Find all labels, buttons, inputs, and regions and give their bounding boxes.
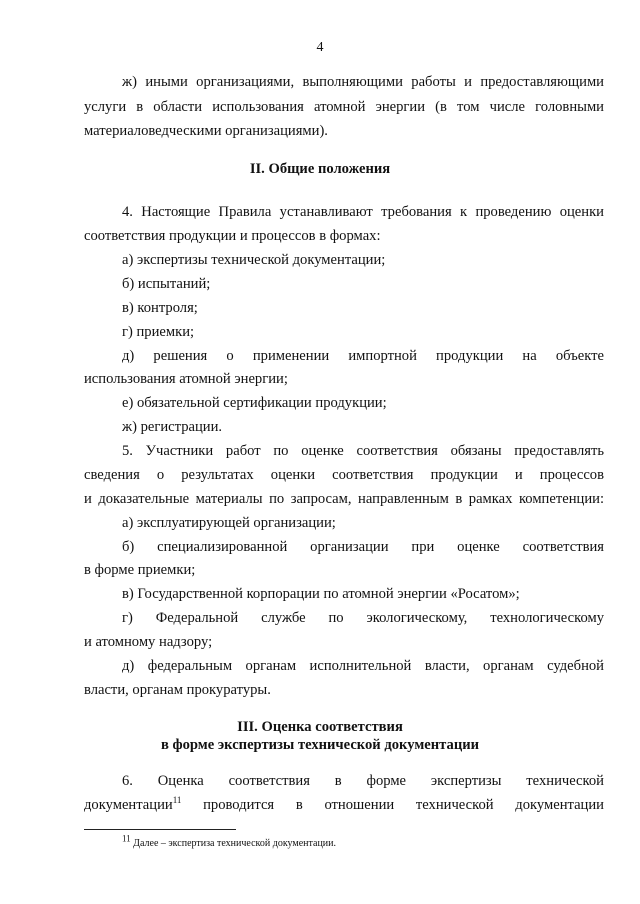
list-item-d-line1: д) решения о применении импортной продукции на объекте xyxy=(122,348,604,364)
list-item-e: е) обязательной сертификации продукции; xyxy=(122,395,387,411)
paragraph-6-line2-start: документации xyxy=(84,797,173,813)
footnote-text: Далее – экспертиза технической документации. xyxy=(130,838,337,849)
p5-item-g-line2: и атомному надзору; xyxy=(84,634,213,650)
list-item-zh-line3: материаловедческими организациями). xyxy=(84,123,328,139)
footnote-separator xyxy=(84,829,236,830)
paragraph-6-line1: 6. Оценка соответствия в форме экспертизы технической xyxy=(122,773,604,789)
list-item-zh: ж) регистрации. xyxy=(122,419,223,435)
p5-item-b-line1: б) специализированной организации при оценке соответствия xyxy=(122,539,604,555)
section-heading-3-line2: в форме экспертизы технической документации xyxy=(160,737,480,753)
paragraph-5-line3: и доказательные материалы по запросам, направленным в рамках компетенции: xyxy=(84,491,604,507)
section-heading-3-line1: III. Оценка соответствия xyxy=(237,719,403,735)
list-item-v: в) контроля; xyxy=(122,300,198,316)
footnote-marker: 11 xyxy=(122,833,131,844)
p5-item-b-line2: в форме приемки; xyxy=(84,562,196,578)
list-item-b: б) испытаний; xyxy=(122,276,211,292)
p5-item-d-line2: власти, органам прокуратуры. xyxy=(84,682,271,698)
paragraph-6-line2-end: проводится в отношении технической документации xyxy=(203,797,604,813)
p5-item-a: а) эксплуатирующей организации; xyxy=(122,515,336,531)
list-item-zh-line1: ж) иными организациями, выполняющими работы и предоставляющими xyxy=(122,74,604,90)
footnote-reference[interactable]: 11 xyxy=(172,795,182,806)
section-heading-2: II. Общие положения xyxy=(249,161,391,177)
p5-item-d-line1: д) федеральным органам исполнительной власти, органам судебной xyxy=(122,658,604,674)
list-item-zh-line2: услуги в области использования атомной энергии (в том числе головными xyxy=(84,99,604,115)
paragraph-5-line1: 5. Участники работ по оценке соответствия обязаны предоставлять xyxy=(122,443,604,459)
paragraph-4-line1: 4. Настоящие Правила устанавливают требования к проведению оценки xyxy=(122,204,604,220)
paragraph-5-line2: сведения о результатах оценки соответствия продукции и процессов xyxy=(84,467,604,483)
page-number: 4 xyxy=(316,40,324,55)
p5-item-g-line1: г) Федеральной службе по экологическому, технологическому xyxy=(122,610,604,626)
list-item-a: а) экспертизы технической документации; xyxy=(122,252,386,268)
p5-item-v: в) Государственной корпорации по атомной энергии «Росатом»; xyxy=(122,586,520,602)
paragraph-4-line2: соответствия продукции и процессов в формах: xyxy=(84,228,381,244)
footnote xyxy=(122,833,337,849)
list-item-g: г) приемки; xyxy=(122,324,195,340)
paragraph-6-line2 xyxy=(84,796,604,814)
list-item-d-line2: использования атомной энергии; xyxy=(84,371,288,387)
